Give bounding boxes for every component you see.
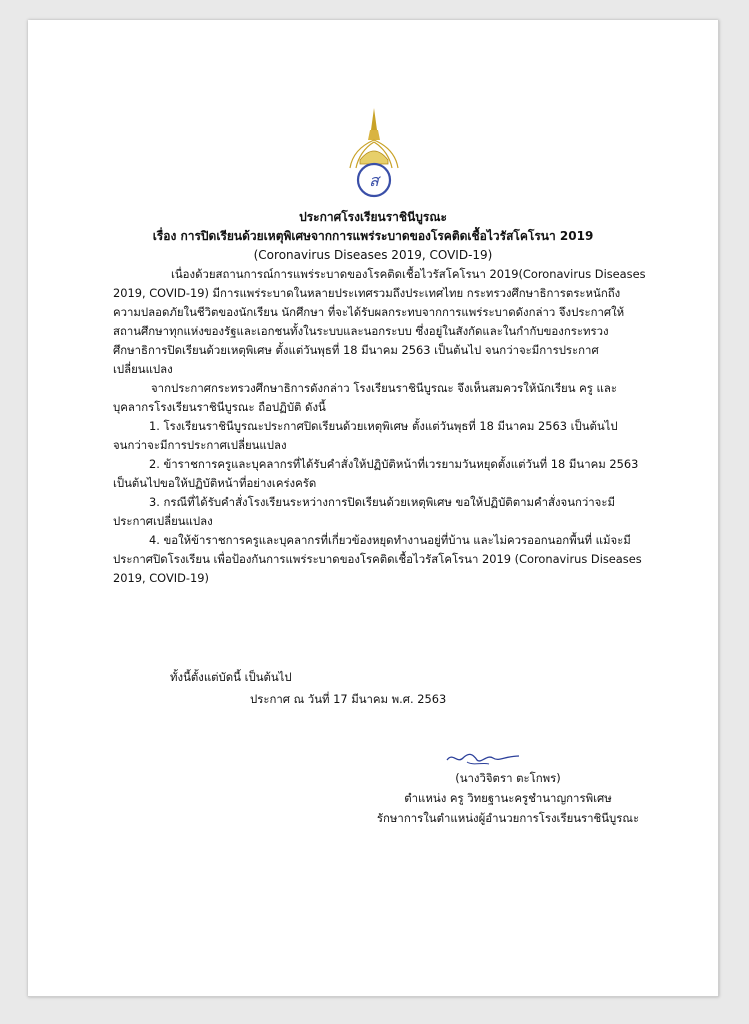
list-item-3: 3. กรณีที่ได้รับคำสั่งโรงเรียนระหว่างการปิดเรียนด้วยเหตุพิเศษ ขอให้ปฏิบัติตามคำสั่งจนกว่าจะมีประกาศเปลี่ยนแปลง (113, 495, 615, 528)
closing-line: ทั้งนี้ตั้งแต่บัดนี้ เป็นต้นไป (170, 670, 292, 684)
list-item-1: 1. โรงเรียนราชินีบูรณะประกาศปิดเรียนด้วยเหตุพิเศษ ตั้งแต่วันพุธที่ 18 มีนาคม 2563 เป็นต้นไป จนกว่าจะมีการประกาศเปลี่ยนแปลง (113, 419, 618, 452)
handwritten-signature (443, 748, 523, 770)
body-paragraph-1: เนื่องด้วยสถานการณ์การแพร่ระบาดของโรคติดเชื้อไวรัสโคโรนา 2019(Coronavirus Diseases 2019, COVID-19) มีการแพร่ระบาดในหลายประเทศรวมถึงประเทศไทย กระทรวงศึกษาธิการตระหนักถึงความปลอดภัยในชีวิตของนักเรียน นักศึกษา ที่จะได้รับผลกระทบจากการแพร่ระบาดดังกล่าว จึงประกาศให้สถานศึกษาทุกแห่งของรัฐและเอกชนทั้งในระบบและนอกระบบ ซึ่งอยู่ในสังกัดและในกำกับของกระทรวงศึกษาธิการปิดเรียนด้วยเหตุพิเศษ ตั้งแต่วันพุธที่ 18 มีนาคม 2563 เป็นต้นไป จนกว่าจะมีการประกาศเปลี่ยนแปลง (113, 267, 646, 376)
school-emblem-icon (346, 106, 402, 202)
announcement-subject: เรื่อง การปิดเรียนด้วยเหตุพิเศษจากการแพร่ระบาดของโรคติดเชื้อไวรัสโคโรนา 2019 (152, 229, 594, 243)
announcement-date: ประกาศ ณ วันที่ 17 มีนาคม พ.ศ. 2563 (250, 692, 447, 706)
body-paragraph-2: จากประกาศกระทรวงศึกษาธิการดังกล่าว โรงเรียนราชินีบูรณะ จึงเห็นสมควรให้นักเรียน ครู และบุคลากรโรงเรียนราชินีบูรณะ ถือปฏิบัติ ดังนี้ (113, 381, 617, 414)
signer-position: ตำแหน่ง ครู วิทยฐานะครูชำนาญการพิเศษ (404, 791, 612, 805)
announcement-title: ประกาศโรงเรียนราชินีบูรณะ (299, 210, 447, 224)
document-page (28, 20, 719, 997)
signer-name: (นางวิจิตรา ตะโกพร) (455, 771, 561, 785)
announcement-header (28, 208, 718, 265)
announcement-body (113, 265, 648, 588)
announcement-subtitle: (Coronavirus Diseases 2019, COVID-19) (253, 248, 493, 262)
signature-block (358, 768, 658, 828)
list-item-2: 2. ข้าราชการครูและบุคลากรที่ได้รับคำสั่งให้ปฏิบัติหน้าที่เวรยามวันหยุดตั้งแต่วันที่ 18 มีนาคม 2563 เป็นต้นไปขอให้ปฏิบัติหน้าที่อย่างเคร่งครัด (113, 457, 639, 490)
svg-text:ส: ส (369, 171, 379, 190)
signer-acting-role: รักษาการในตำแหน่งผู้อำนวยการโรงเรียนราชินีบูรณะ (376, 811, 640, 825)
list-item-4: 4. ขอให้ข้าราชการครูและบุคลากรที่เกี่ยวข้องหยุดทำงานอยู่ที่บ้าน และไม่ควรออกนอกพื้นที่ แม้จะมีประกาศปิดโรงเรียน เพื่อป้องกันการแพร่ระบาดของโรคติดเชื้อไวรัสโคโรนา 2019 (Coronavirus Diseases 2019, COVID-19) (113, 533, 642, 585)
